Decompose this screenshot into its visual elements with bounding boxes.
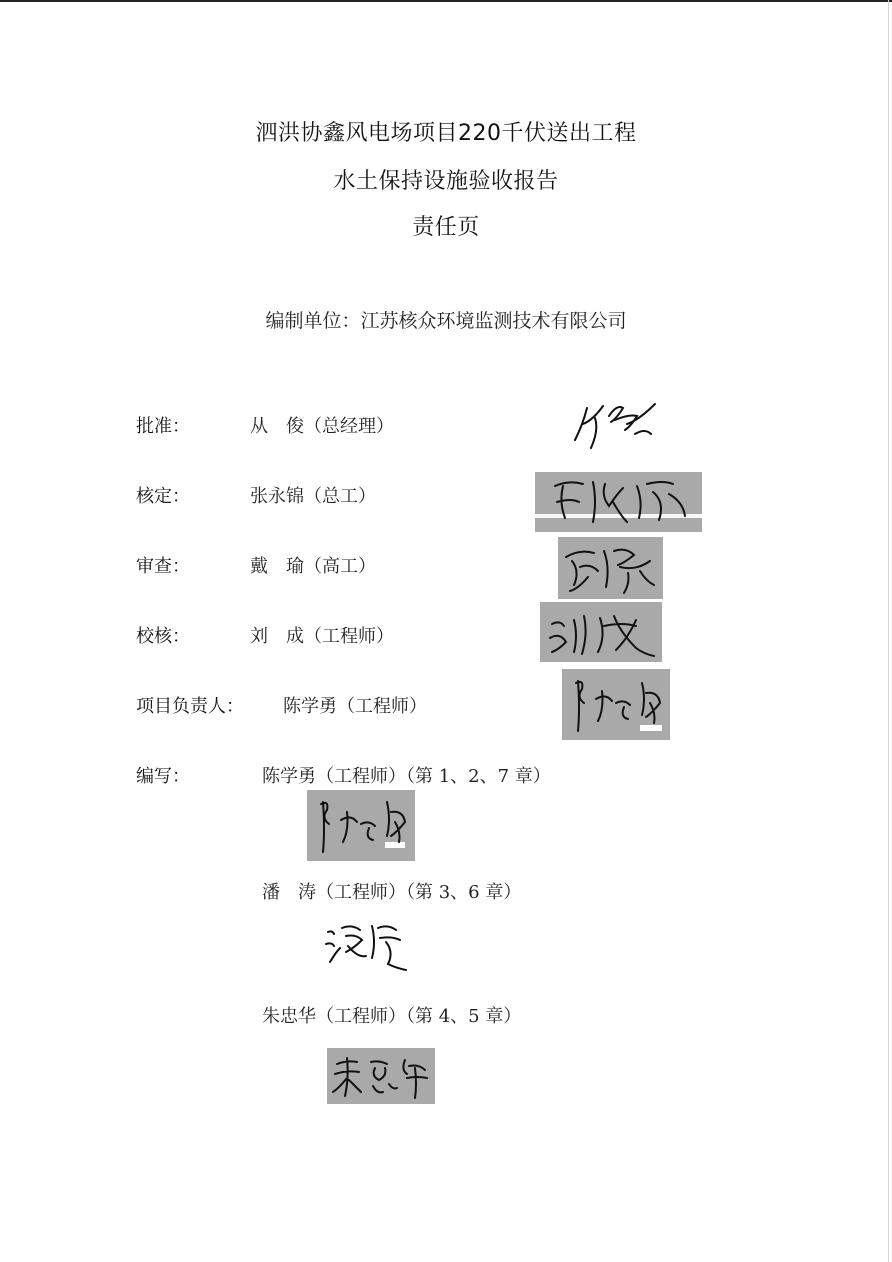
role-label-verify: 核定： — [136, 486, 190, 507]
report-title-line2: 水土保持设施验收报告 — [333, 169, 559, 194]
signature-project-leader — [562, 669, 670, 740]
role-person-review: 戴 瑜（高工） — [250, 556, 376, 577]
role-label-review: 审查： — [136, 556, 190, 577]
top-border-line — [0, 0, 892, 2]
author-person-2: 潘 涛（工程师）（第 3、6 章） — [262, 882, 522, 903]
signature-author-1 — [307, 790, 415, 861]
signature-author-3 — [327, 1048, 435, 1104]
role-label-project-leader: 项目负责人： — [136, 696, 244, 717]
role-person-project-leader: 陈学勇（工程师） — [283, 696, 427, 717]
signature-verify — [535, 472, 702, 532]
signature-review — [558, 537, 663, 599]
role-label-approve: 批准： — [136, 416, 190, 437]
author-person-3: 朱忠华（工程师）（第 4、5 章） — [262, 1006, 522, 1027]
author-person-1: 陈学勇（工程师）（第 1、2、7 章） — [262, 766, 551, 787]
signature-approve — [565, 394, 675, 454]
signature-author-2 — [322, 912, 412, 974]
authors-label: 编写： — [136, 766, 190, 787]
role-person-check: 刘 成（工程师） — [250, 626, 394, 647]
compiling-unit: 编制单位：江苏核众环境监测技术有限公司 — [265, 310, 627, 332]
signature-check — [540, 602, 662, 662]
role-person-approve: 从 俊（总经理） — [250, 416, 394, 437]
report-title-line1: 泗洪协鑫风电场项目220千伏送出工程 — [255, 121, 637, 146]
role-label-check: 校核： — [136, 626, 190, 647]
report-title-line3: 责任页 — [412, 215, 480, 240]
role-person-verify: 张永锦（总工） — [250, 486, 376, 507]
